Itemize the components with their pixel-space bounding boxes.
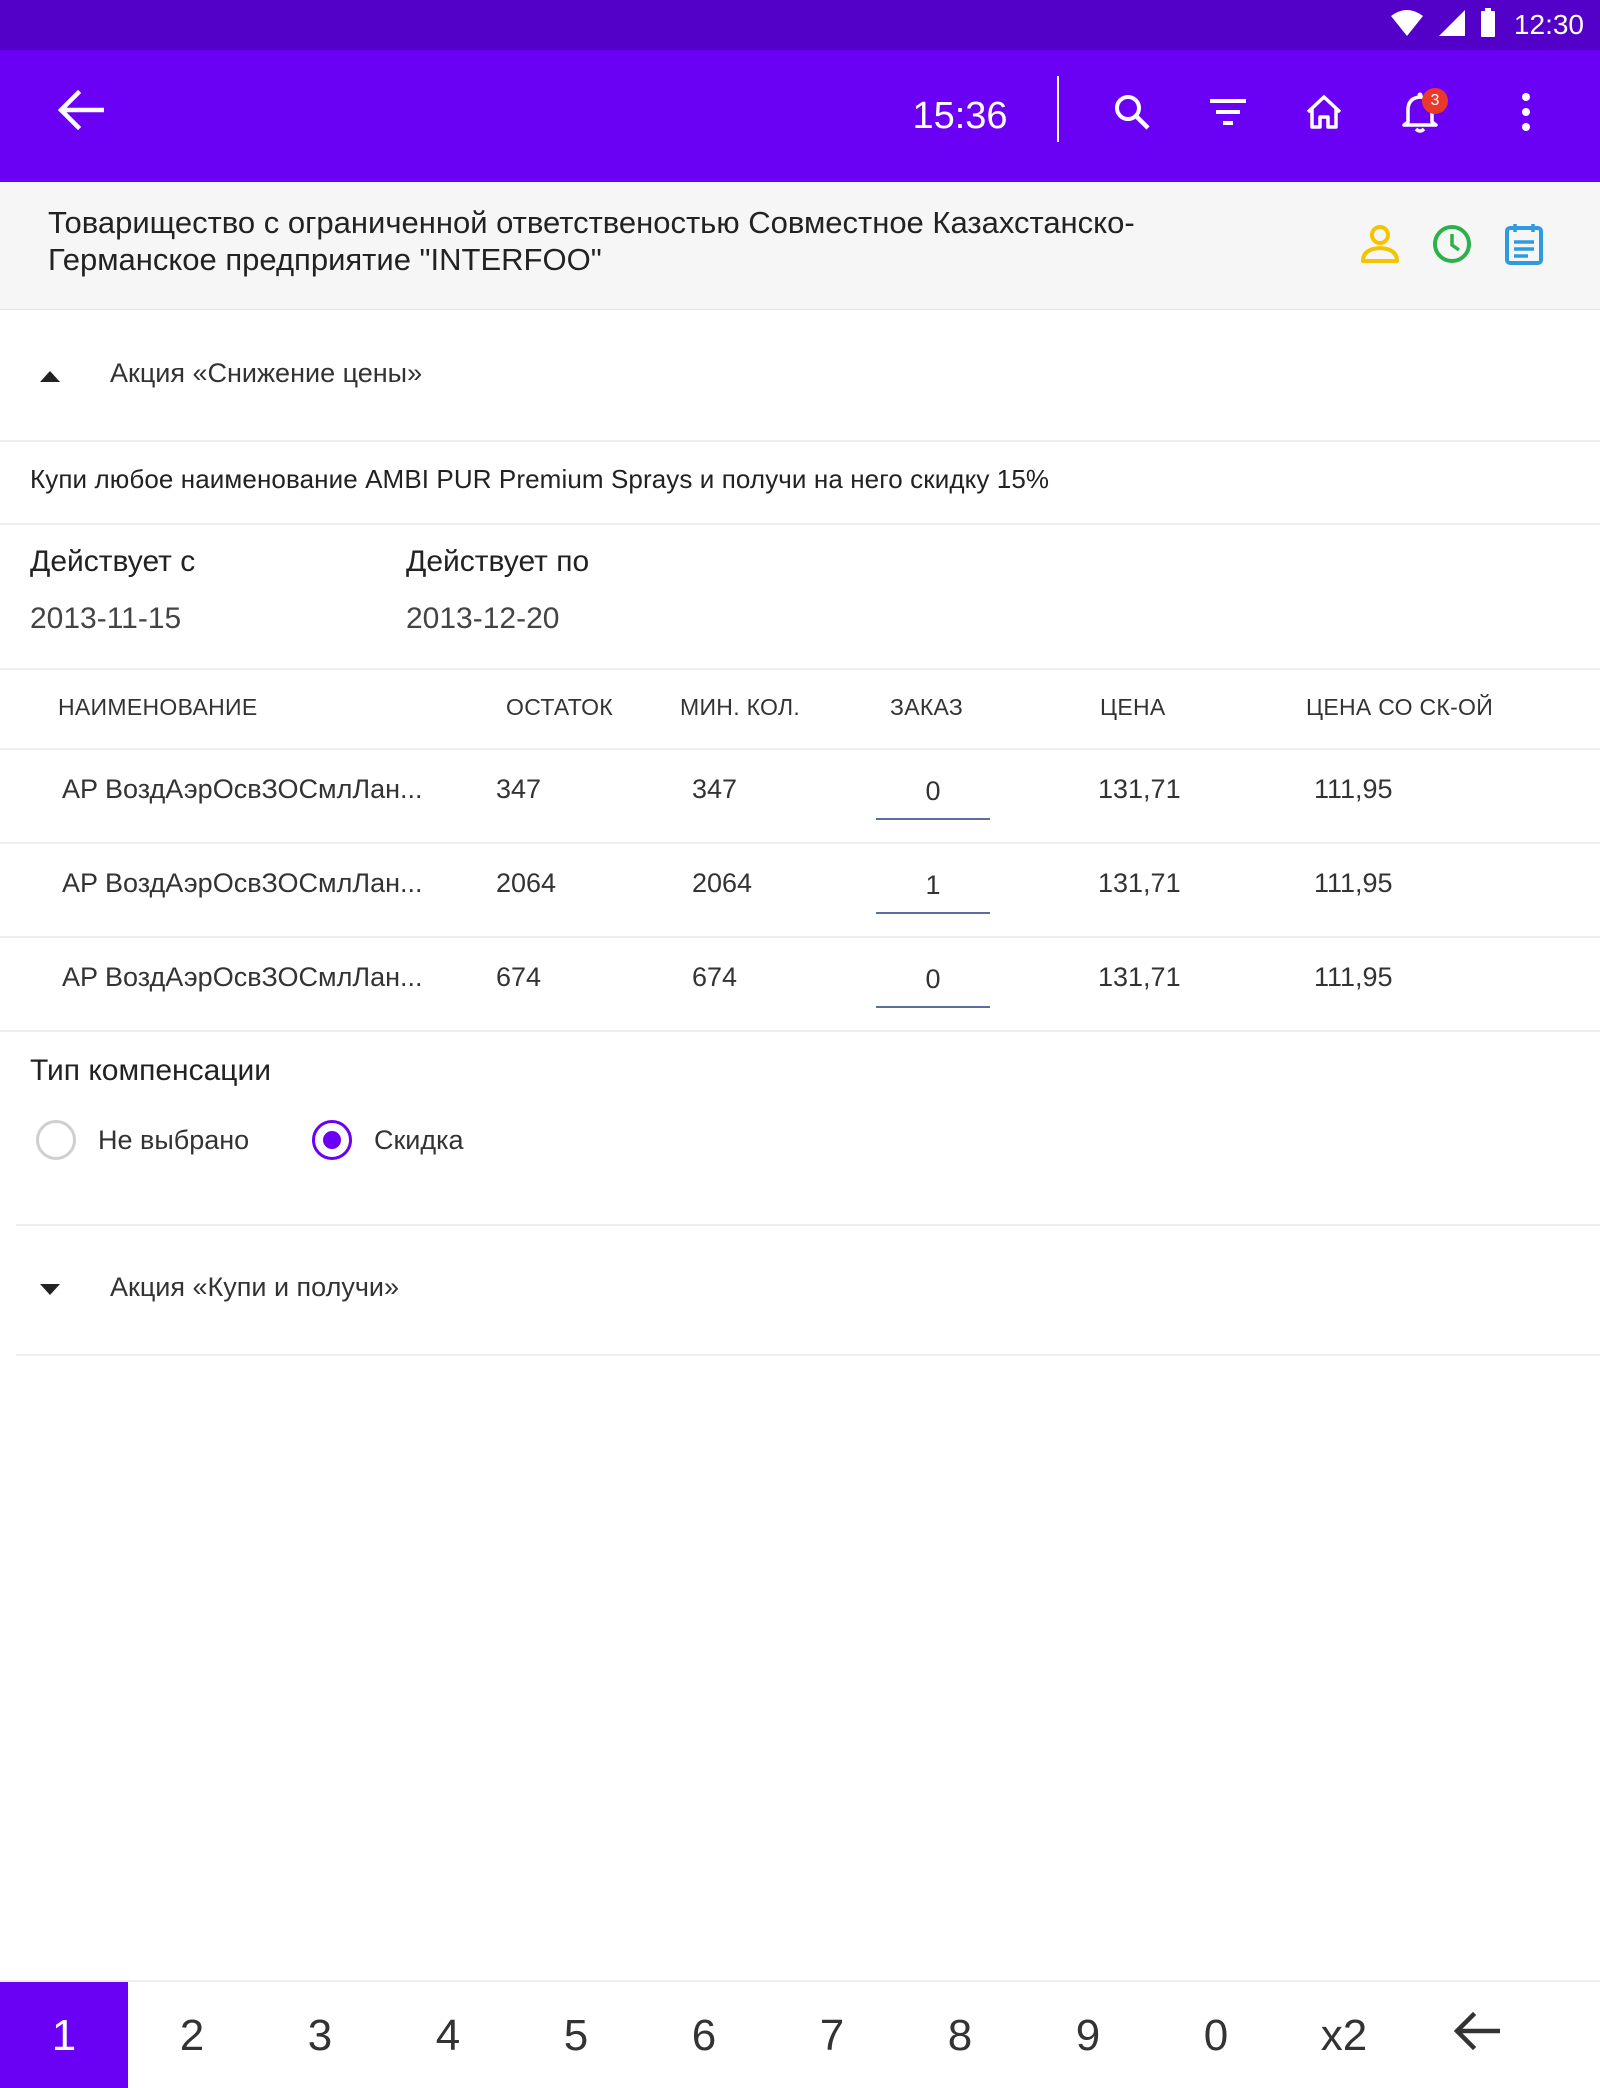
search-icon bbox=[1112, 92, 1152, 137]
product-name: AP ВоздАэрОсвЗОСмлЛан... bbox=[62, 962, 423, 992]
numeric-keypad bbox=[0, 1980, 1600, 2088]
backspace-arrow-icon bbox=[1452, 2011, 1500, 2061]
divider bbox=[0, 668, 1600, 670]
col-header-min-qty: МИН. КОЛ. bbox=[680, 694, 801, 720]
notifications-button[interactable] bbox=[1384, 78, 1456, 150]
key-3[interactable]: 3 bbox=[307, 2011, 333, 2060]
key-4[interactable]: 4 bbox=[435, 2011, 461, 2060]
order-qty-input[interactable] bbox=[876, 952, 990, 1008]
toolbar-divider bbox=[1057, 76, 1059, 142]
price-value: 131,71 bbox=[1098, 868, 1181, 898]
more-vert-icon bbox=[1520, 92, 1532, 137]
discount-price-value: 111,95 bbox=[1314, 962, 1393, 992]
filter-icon bbox=[1208, 97, 1248, 132]
price-value: 131,71 bbox=[1098, 962, 1181, 992]
compensation-type-label: Тип компенсации bbox=[30, 1054, 271, 1087]
key-1[interactable]: 1 bbox=[0, 1982, 128, 2088]
stock-value: 2064 bbox=[496, 868, 557, 898]
order-qty-input[interactable] bbox=[876, 858, 990, 914]
key-5[interactable]: 5 bbox=[563, 2011, 589, 2060]
key-9[interactable]: 9 bbox=[1075, 2011, 1101, 2060]
client-info-button[interactable] bbox=[1356, 222, 1404, 270]
key-6[interactable]: 6 bbox=[691, 2011, 717, 2060]
stock-value: 347 bbox=[496, 774, 542, 804]
battery-icon bbox=[1480, 8, 1496, 43]
discount-price-value: 111,95 bbox=[1314, 774, 1393, 804]
radio-circle-icon bbox=[36, 1120, 76, 1160]
col-header-order: ЗАКАЗ bbox=[890, 694, 964, 720]
app-bar bbox=[0, 50, 1600, 182]
col-header-stock: ОСТАТОК bbox=[506, 694, 613, 720]
discount-price-value: 111,95 bbox=[1314, 868, 1393, 898]
history-button[interactable] bbox=[1428, 222, 1476, 270]
col-header-name: НАИМЕНОВАНИЕ bbox=[58, 694, 258, 720]
caret-down-icon bbox=[38, 1278, 62, 1302]
caret-up-icon bbox=[38, 364, 62, 388]
product-name: AP ВоздАэрОсвЗОСмлЛан... bbox=[62, 868, 423, 898]
key-8[interactable]: 8 bbox=[947, 2011, 973, 2060]
status-bar bbox=[0, 0, 1600, 50]
key-0[interactable]: 0 bbox=[1203, 2011, 1229, 2060]
table-row bbox=[0, 844, 1600, 938]
col-header-price: ЦЕНА bbox=[1100, 694, 1166, 720]
key-2[interactable]: 2 bbox=[179, 2011, 205, 2060]
promo-buy-get-title: Акция «Купи и получи» bbox=[110, 1272, 399, 1302]
radio-label: Не выбрано bbox=[98, 1124, 250, 1155]
key-7[interactable]: 7 bbox=[819, 2011, 845, 2060]
calendar-note-icon bbox=[1504, 222, 1544, 271]
clock-icon bbox=[1431, 223, 1473, 270]
search-button[interactable] bbox=[1096, 78, 1168, 150]
order-qty-input[interactable] bbox=[876, 764, 990, 820]
divider bbox=[0, 523, 1600, 525]
stock-value: 674 bbox=[496, 962, 542, 992]
table-row bbox=[0, 938, 1600, 1032]
col-header-discount-price: ЦЕНА СО СК-ОЙ bbox=[1306, 694, 1494, 720]
notification-badge: 3 bbox=[1422, 88, 1448, 114]
min-qty-value: 347 bbox=[692, 774, 738, 804]
filter-button[interactable] bbox=[1192, 78, 1264, 150]
table-row bbox=[0, 750, 1600, 844]
valid-from-label: Действует с bbox=[30, 545, 196, 578]
min-qty-value: 2064 bbox=[692, 868, 753, 898]
radio-not-selected[interactable] bbox=[36, 1116, 249, 1164]
back-arrow-icon bbox=[56, 90, 104, 135]
promo-price-drop-title: Акция «Снижение цены» bbox=[110, 358, 423, 388]
radio-checked-icon bbox=[312, 1120, 352, 1160]
valid-from-value: 2013-11-15 bbox=[30, 602, 182, 635]
min-qty-value: 674 bbox=[692, 962, 738, 992]
price-value: 131,71 bbox=[1098, 774, 1181, 804]
promo-price-drop-header[interactable] bbox=[0, 312, 1600, 442]
promo-description: Купи любое наименование AMBI PUR Premium Sprays и получи на него скидку 15% bbox=[30, 464, 1050, 494]
key-x2[interactable]: x2 bbox=[1320, 2011, 1368, 2060]
valid-to-value: 2013-12-20 bbox=[406, 602, 560, 635]
promotions-card bbox=[0, 312, 1600, 1972]
more-button[interactable] bbox=[1490, 78, 1562, 150]
backspace-key[interactable] bbox=[1408, 1982, 1544, 2088]
company-header bbox=[0, 182, 1600, 310]
valid-to-label: Действует по bbox=[406, 545, 590, 578]
radio-discount[interactable] bbox=[312, 1116, 464, 1164]
home-icon bbox=[1304, 92, 1344, 137]
back-button[interactable] bbox=[48, 80, 112, 144]
schedule-button[interactable] bbox=[1500, 222, 1548, 270]
signal-icon bbox=[1438, 9, 1466, 42]
person-icon bbox=[1359, 224, 1401, 269]
status-time: 12:30 bbox=[1513, 9, 1584, 40]
company-name: Товарищество с ограниченной ответственостью Совместное Казахстанско-Германское предприятие "INTERFOO" bbox=[48, 205, 1135, 277]
wifi-icon bbox=[1390, 9, 1424, 42]
promo-buy-get-header[interactable] bbox=[16, 1226, 1600, 1356]
home-button[interactable] bbox=[1288, 78, 1360, 150]
radio-label: Скидка bbox=[374, 1124, 464, 1155]
product-name: AP ВоздАэрОсвЗОСмлЛан... bbox=[62, 774, 423, 804]
session-clock: 15:36 bbox=[912, 95, 1008, 137]
